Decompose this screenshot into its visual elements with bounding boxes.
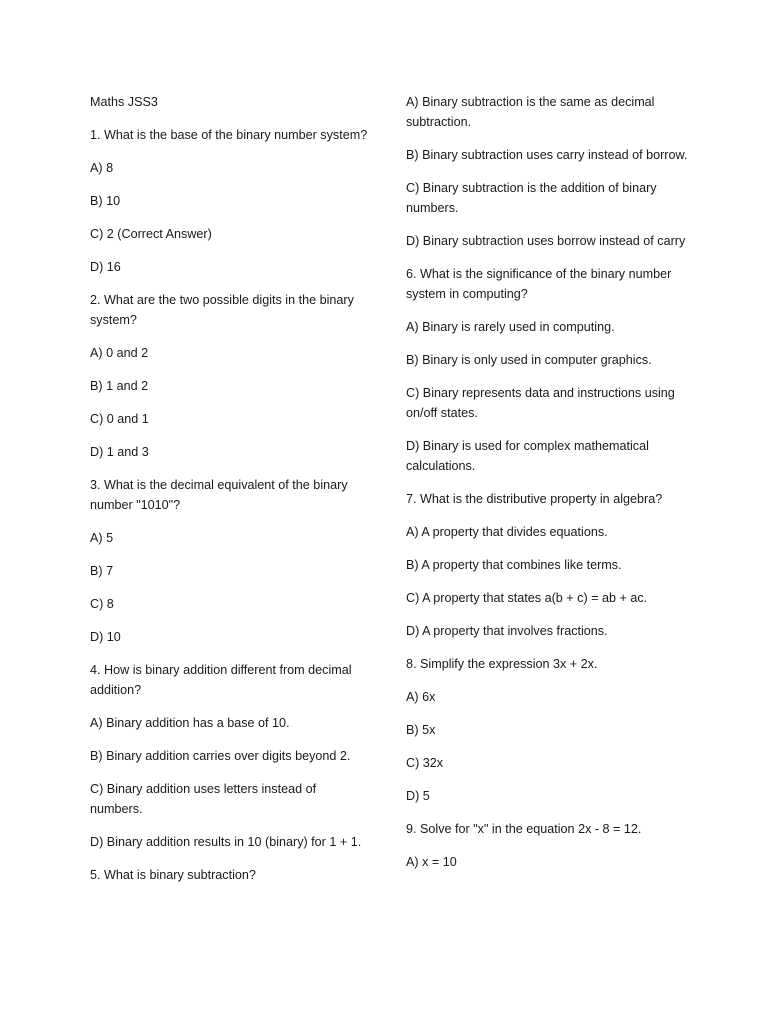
question-9: 9. Solve for "x" in the equation 2x - 8 = 12. xyxy=(406,822,642,836)
q7-option-c: C) A property that states a(b + c) = ab + ac. xyxy=(406,591,648,605)
q5-option-b: B) Binary subtraction uses carry instead of borrow. xyxy=(406,148,688,162)
q4-option-a: A) Binary addition has a base of 10. xyxy=(90,716,290,730)
q1-option-a: A) 8 xyxy=(90,161,114,175)
q8-option-d: D) 5 xyxy=(406,789,430,803)
q6-option-d: D) Binary is used for complex mathematical calculations. xyxy=(406,439,649,473)
q5-option-d: D) Binary subtraction uses borrow instead of carry xyxy=(406,234,686,248)
q8-option-c: C) 32x xyxy=(406,756,444,770)
q7-option-a: A) A property that divides equations. xyxy=(406,525,608,539)
q7-option-b: B) A property that combines like terms. xyxy=(406,558,622,572)
q3-option-c: C) 8 xyxy=(90,597,114,611)
right-column xyxy=(406,92,690,885)
q1-option-b: B) 10 xyxy=(90,194,121,208)
question-2: 2. What are the two possible digits in the binary system? xyxy=(90,293,354,327)
question-1: 1. What is the base of the binary number system? xyxy=(90,128,368,142)
q3-option-d: D) 10 xyxy=(90,630,121,644)
q8-option-a: A) 6x xyxy=(406,690,436,704)
q3-option-a: A) 5 xyxy=(90,531,114,545)
q5-option-a: A) Binary subtraction is the same as decimal subtraction. xyxy=(406,95,655,129)
question-3: 3. What is the decimal equivalent of the binary number "1010"? xyxy=(90,478,348,512)
q6-option-a: A) Binary is rarely used in computing. xyxy=(406,320,615,334)
left-column xyxy=(90,92,370,898)
q5-option-c: C) Binary subtraction is the addition of binary numbers. xyxy=(406,181,657,215)
q4-option-b: B) Binary addition carries over digits beyond 2. xyxy=(90,749,351,763)
q2-option-d: D) 1 and 3 xyxy=(90,445,149,459)
q2-option-a: A) 0 and 2 xyxy=(90,346,149,360)
question-8: 8. Simplify the expression 3x + 2x. xyxy=(406,657,598,671)
question-4: 4. How is binary addition different from decimal addition? xyxy=(90,663,352,697)
question-6: 6. What is the significance of the binary number system in computing? xyxy=(406,267,672,301)
question-5: 5. What is binary subtraction? xyxy=(90,868,256,882)
q4-option-c: C) Binary addition uses letters instead of numbers. xyxy=(90,782,317,816)
q1-option-c: C) 2 (Correct Answer) xyxy=(90,227,212,241)
q6-option-b: B) Binary is only used in computer graphics. xyxy=(406,353,652,367)
q2-option-c: C) 0 and 1 xyxy=(90,412,149,426)
q7-option-d: D) A property that involves fractions. xyxy=(406,624,608,638)
q2-option-b: B) 1 and 2 xyxy=(90,379,149,393)
q6-option-c: C) Binary represents data and instructions using on/off states. xyxy=(406,386,675,420)
q9-option-a: A) x = 10 xyxy=(406,855,457,869)
q4-option-d: D) Binary addition results in 10 (binary) for 1 + 1. xyxy=(90,835,362,849)
question-7: 7. What is the distributive property in algebra? xyxy=(406,492,663,506)
q8-option-b: B) 5x xyxy=(406,723,436,737)
q3-option-b: B) 7 xyxy=(90,564,114,578)
document-title: Maths JSS3 xyxy=(90,95,158,109)
q1-option-d: D) 16 xyxy=(90,260,121,274)
